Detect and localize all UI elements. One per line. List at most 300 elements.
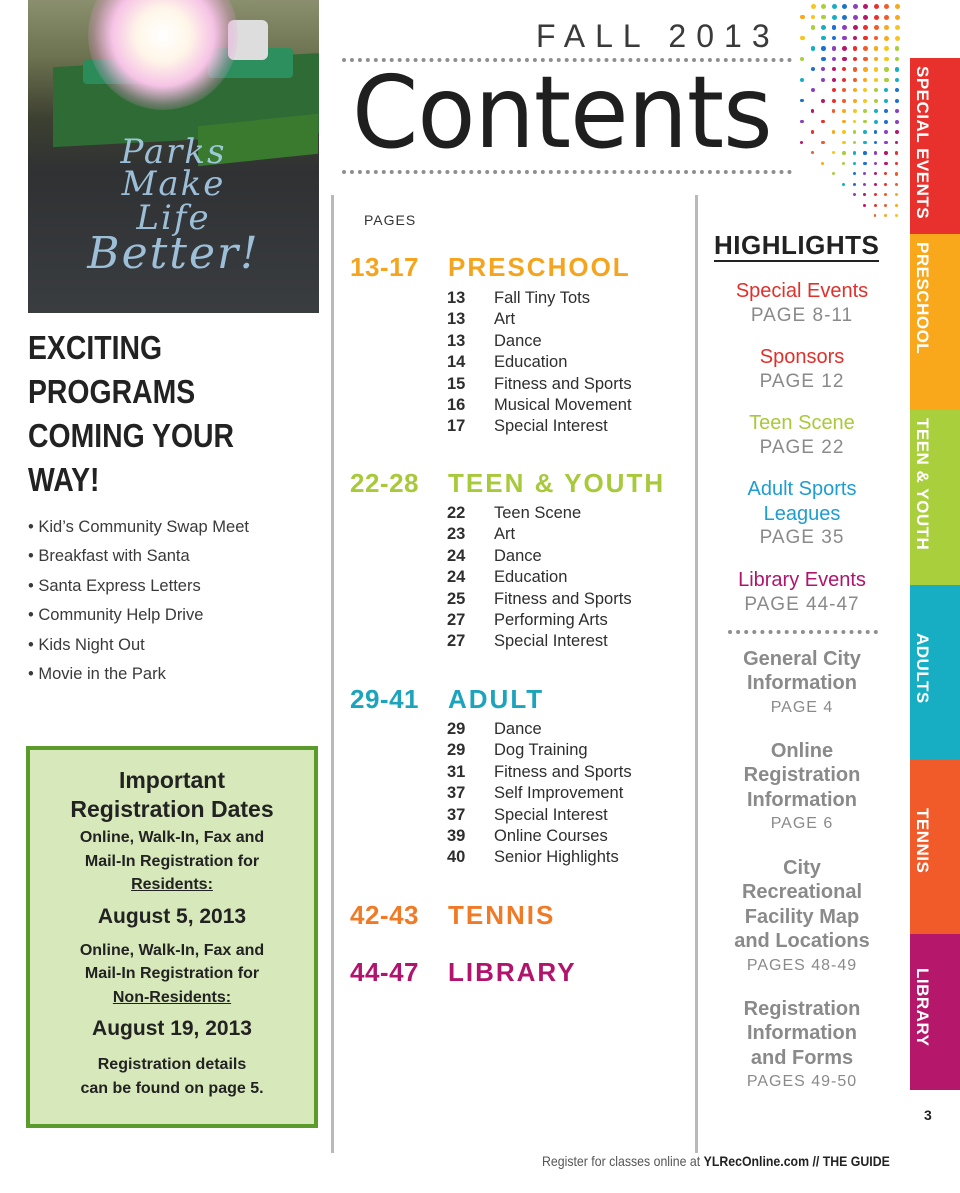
decorative-dot [895, 162, 899, 166]
toc-section-adult [350, 684, 544, 715]
info-label: Registration [743, 764, 861, 787]
decorative-dot [811, 15, 816, 20]
toc-item [447, 352, 632, 373]
toc-label: Senior Highlights [494, 848, 619, 867]
reg-residents-label: Residents: [131, 876, 213, 893]
decorative-dot [874, 57, 879, 62]
decorative-dot [895, 130, 899, 134]
toc-page: 23 [447, 525, 466, 544]
reg-text: can be found on page 5. [80, 1079, 264, 1097]
decorative-dot [832, 172, 835, 175]
footer-url-link[interactable]: YLRecOnline.com [703, 1153, 810, 1169]
highlight-special-events [702, 279, 902, 328]
decorative-dot [895, 193, 898, 196]
decorative-dot [884, 25, 889, 30]
toc-page: 37 [447, 805, 466, 824]
highlight-label: Library Events [738, 569, 866, 591]
decorative-dot [884, 15, 889, 20]
decorative-dot [895, 4, 900, 9]
pages-column-label: PAGES [364, 212, 417, 228]
tab-tennis[interactable] [910, 760, 960, 934]
decorative-dot [863, 36, 868, 41]
decorative-dot [874, 120, 878, 124]
section-range: 42-43 [350, 900, 419, 930]
headline-line: EXCITING [28, 329, 163, 366]
toc-label: Self Improvement [494, 784, 624, 803]
decorative-dot [895, 183, 898, 186]
cover-photo [28, 0, 319, 313]
toc-section-teen-youth [350, 468, 665, 499]
info-registration-forms [702, 997, 902, 1094]
highlight-page: PAGE 12 [759, 370, 845, 392]
decorative-dot [863, 172, 866, 175]
reg-text: Mail-In Registration for [84, 852, 260, 870]
section-range: 29-41 [350, 684, 419, 714]
decorative-dot [853, 15, 858, 20]
reg-resident-date: August 5, 2013 [97, 904, 247, 928]
toc-label: Fitness and Sports [494, 374, 632, 393]
tab-special-events[interactable] [910, 58, 960, 234]
info-label: Information [747, 788, 857, 811]
reg-title [30, 766, 314, 824]
decorative-dot [853, 67, 858, 72]
toc-items-adult [447, 719, 632, 869]
reg-nonresident-date: August 19, 2013 [92, 1017, 252, 1040]
decorative-dot [874, 193, 877, 196]
decorative-dot [853, 25, 858, 30]
decorative-dot [832, 57, 837, 62]
decorative-dot [895, 99, 899, 103]
highlight-page: PAGE 44-47 [744, 593, 860, 615]
decorative-dot [842, 130, 846, 134]
decorative-dot [895, 25, 900, 30]
exciting-programs-headline [28, 326, 277, 502]
tab-adults[interactable] [910, 585, 960, 760]
toc-page: 37 [447, 784, 466, 803]
decorative-dot [863, 15, 868, 20]
decorative-dot [821, 57, 826, 62]
reg-title-line: Registration Dates [70, 796, 274, 822]
decorative-dot [853, 88, 857, 92]
decorative-dot [874, 162, 878, 166]
decorative-dot [853, 183, 856, 186]
toc-section-preschool [350, 252, 631, 283]
decorative-dot [863, 25, 868, 30]
toc-page: 29 [447, 741, 466, 760]
toc-item [447, 395, 632, 416]
toc-label: Fitness and Sports [494, 762, 632, 781]
decorative-dot [800, 141, 803, 144]
toc-section-library [350, 957, 577, 988]
decorative-dot [895, 36, 900, 41]
decorative-dot [821, 141, 825, 145]
decorative-dot [832, 67, 836, 71]
dotted-rule [728, 630, 878, 634]
decorative-dot [895, 172, 899, 176]
decorative-dot [842, 25, 847, 30]
reg-text: Mail-In Registration for [84, 965, 260, 982]
toc-page: 27 [447, 610, 466, 629]
decorative-dot [811, 46, 816, 51]
decorative-dot [853, 130, 857, 134]
highlight-library-events [702, 568, 902, 617]
decorative-dot [821, 120, 825, 124]
toc-page: 14 [447, 353, 466, 372]
highlight-label: Special Events [735, 280, 869, 302]
decorative-dot [811, 4, 816, 9]
info-label: Information [747, 672, 857, 695]
decorative-dot [895, 67, 900, 72]
decorative-dot [842, 151, 846, 155]
decorative-dot [884, 120, 888, 124]
decorative-dot [842, 36, 847, 41]
toc-page: 13 [447, 310, 466, 329]
info-general-city [702, 647, 902, 720]
section-name: LIBRARY [448, 957, 577, 987]
decorative-dot [884, 151, 888, 155]
toc-page: 24 [447, 568, 466, 587]
list-item: • Movie in the Park [28, 664, 166, 683]
section-range: 13-17 [350, 252, 419, 282]
column-divider [695, 195, 698, 1153]
info-label: City [783, 857, 821, 879]
decorative-dot [884, 204, 887, 207]
decorative-dot [811, 151, 814, 154]
tab-label: TEEN & YOUTH [913, 418, 932, 551]
reg-text: Online, Walk-In, Fax and [79, 941, 265, 959]
info-label: and Locations [734, 930, 870, 953]
decorative-dot [853, 46, 858, 51]
footer [542, 1153, 890, 1169]
tab-library[interactable] [910, 934, 960, 1090]
toc-section-tennis [350, 900, 555, 931]
decorative-dot [874, 141, 878, 145]
decorative-dot [800, 120, 804, 124]
decorative-dot [863, 99, 867, 103]
program-list [28, 515, 249, 691]
decorative-dot [874, 151, 878, 155]
decorative-dot [811, 25, 816, 30]
decorative-dot [811, 109, 815, 113]
toc-item [447, 331, 632, 352]
toc-items-teen-youth [447, 503, 632, 653]
toc-label: Education [494, 568, 568, 587]
toc-item [447, 826, 632, 847]
decorative-dot [842, 109, 846, 113]
toc-label: Special Interest [494, 417, 608, 436]
toc-item [447, 288, 632, 309]
decorative-dot [842, 183, 845, 186]
decorative-dot [863, 162, 867, 166]
decorative-dot [832, 151, 835, 154]
toc-label: Education [494, 353, 568, 372]
chalk-text: Better! [87, 228, 260, 279]
chalk-text: Life [136, 198, 211, 238]
decorative-dot [853, 172, 856, 175]
decorative-dot [884, 162, 888, 166]
decorative-dot [874, 109, 878, 113]
section-name: TEEN & YOUTH [448, 468, 666, 498]
reg-title-line: Important [118, 767, 226, 793]
toc-item [447, 589, 632, 610]
section-range: 44-47 [350, 957, 419, 987]
decorative-dot [821, 78, 825, 82]
decorative-dot [853, 162, 856, 165]
decorative-dot [884, 4, 889, 9]
decorative-dot [895, 214, 898, 217]
decorative-dot [863, 46, 868, 51]
decorative-dot [874, 36, 879, 41]
decorative-dot [884, 36, 889, 41]
toc-page: 15 [447, 374, 466, 393]
info-label: Information [747, 1022, 857, 1045]
decorative-dot [832, 99, 836, 103]
decorative-dot [842, 120, 846, 124]
decorative-dot [842, 15, 847, 20]
toc-label: Art [494, 310, 516, 329]
decorative-dot [863, 183, 866, 186]
decorative-dot [842, 99, 846, 103]
decorative-dot [800, 36, 805, 41]
toc-item [447, 805, 632, 826]
decorative-dot [863, 78, 867, 82]
decorative-dot [842, 78, 846, 82]
toc-label: Teen Scene [494, 504, 582, 522]
toc-page: 39 [447, 826, 466, 845]
toc-page: 40 [447, 848, 466, 867]
decorative-dot [853, 57, 858, 62]
decorative-dot [884, 130, 888, 134]
toc-page: 31 [447, 762, 466, 781]
toc-item [447, 783, 632, 804]
info-page: PAGE 4 [770, 698, 834, 716]
decorative-dot [832, 4, 837, 9]
decorative-dot [800, 99, 804, 103]
decorative-dot [800, 15, 805, 20]
decorative-dot [863, 130, 867, 134]
decorative-dot [821, 67, 825, 71]
toc-item [447, 847, 632, 868]
decorative-dot [884, 109, 888, 113]
column-divider [331, 195, 334, 1153]
info-facility-map [702, 856, 902, 978]
season-label: FALL 2013 [536, 18, 780, 54]
decorative-dot [884, 183, 887, 186]
decorative-dot [884, 46, 889, 51]
toc-label: Dance [494, 331, 542, 350]
toc-label: Dog Training [494, 741, 588, 760]
tab-label: SPECIAL EVENTS [913, 66, 932, 220]
decorative-dot [832, 78, 836, 82]
highlight-label: Adult Sports [747, 478, 857, 500]
toc-page: 27 [447, 632, 466, 651]
reg-text: Online, Walk-In, Fax and [79, 829, 265, 846]
decorative-dot [800, 78, 804, 82]
decorative-dot [853, 36, 858, 41]
toc-label: Dance [494, 720, 542, 738]
highlight-page: PAGE 35 [759, 527, 845, 548]
decorative-dot [863, 141, 867, 145]
info-online-registration [702, 739, 902, 836]
decorative-dot [821, 99, 825, 103]
decorative-dot [884, 141, 888, 145]
decorative-dot [832, 25, 837, 30]
decorative-dot [863, 204, 866, 207]
toc-item [447, 762, 632, 783]
decorative-dot [853, 120, 857, 124]
decorative-dot [832, 15, 837, 20]
toc-label: Fitness and Sports [494, 589, 632, 608]
chalk-text: Parks [120, 132, 227, 172]
decorative-dot [821, 36, 826, 41]
decorative-dot [884, 99, 888, 103]
decorative-dot [884, 67, 889, 72]
toc-label: Art [494, 525, 516, 544]
info-label: Recreational [741, 881, 863, 904]
toc-page: 22 [447, 504, 466, 522]
toc-item [447, 524, 632, 545]
decorative-dot [863, 88, 867, 92]
list-item: • Breakfast with Santa [28, 547, 190, 566]
list-item: • Community Help Drive [28, 606, 204, 625]
list-item: • Kid’s Community Swap Meet [28, 518, 249, 536]
info-label: Registration [743, 998, 861, 1020]
decorative-dot [874, 25, 879, 30]
footer-text: Register for classes online at [542, 1153, 704, 1169]
decorative-dot [853, 151, 857, 155]
decorative-dot [863, 120, 867, 124]
decorative-dot [853, 4, 858, 9]
info-label: and Forms [750, 1046, 854, 1069]
toc-items-preschool [447, 288, 632, 438]
decorative-dot [842, 162, 845, 165]
toc-label: Special Interest [494, 805, 608, 824]
toc-page: 24 [447, 546, 466, 565]
toc-page: 25 [447, 589, 466, 608]
toc-page: 17 [447, 417, 466, 436]
decorative-dot [874, 99, 878, 103]
section-range: 22-28 [350, 468, 419, 498]
tab-label: ADULTS [913, 633, 932, 704]
toc-label: Fall Tiny Tots [494, 289, 590, 307]
dotted-rule [342, 170, 792, 174]
decorative-dot [811, 88, 815, 92]
decorative-dot [884, 88, 888, 92]
reg-nonresidents-label: Non-Residents: [112, 988, 232, 1006]
reg-text: Registration details [97, 1056, 247, 1073]
decorative-dot [853, 78, 857, 82]
tab-label: PRESCHOOL [913, 242, 932, 355]
decorative-dot [832, 36, 837, 41]
decorative-dot [874, 88, 878, 92]
highlight-label: Sponsors [759, 346, 845, 368]
list-item: • Santa Express Letters [28, 576, 201, 595]
decorative-dot [874, 214, 877, 217]
highlight-sponsors [702, 345, 902, 394]
toc-item [447, 567, 632, 588]
decorative-dot [874, 130, 878, 134]
headline-line: COMING YOUR [28, 417, 235, 454]
decorative-dot [832, 46, 837, 51]
decorative-dot [895, 109, 899, 113]
decorative-dot [821, 15, 826, 20]
decorative-dot [895, 57, 900, 62]
tab-label: LIBRARY [913, 968, 932, 1047]
decorative-dot [874, 183, 877, 186]
toc-label: Performing Arts [494, 610, 608, 629]
tab-teen-youth[interactable] [910, 410, 960, 585]
toc-item [447, 610, 632, 631]
decorative-dot [863, 151, 867, 155]
decorative-dot [863, 4, 868, 9]
toc-label: Special Interest [494, 632, 608, 651]
toc-label: Dance [494, 546, 542, 565]
decorative-dot [832, 88, 836, 92]
decorative-dot [821, 162, 824, 165]
highlight-adult-sports [702, 477, 902, 550]
toc-page: 13 [447, 331, 466, 350]
decorative-dot [874, 46, 879, 51]
decorative-dot [853, 193, 856, 196]
toc-item [447, 719, 632, 740]
tab-label: TENNIS [913, 808, 932, 874]
decorative-dot [863, 67, 868, 72]
decorative-dot [874, 67, 879, 72]
decorative-dot [895, 151, 899, 155]
decorative-dot [884, 172, 887, 175]
info-page: PAGES 49-50 [746, 1073, 858, 1091]
toc-item [447, 740, 632, 761]
decorative-dot [895, 141, 899, 145]
decorative-dot [884, 193, 887, 196]
registration-dates-box [26, 746, 318, 1128]
page-title: Contents [352, 54, 772, 171]
highlight-label: Teen Scene [749, 412, 855, 434]
page-number: 3 [924, 1107, 932, 1123]
decorative-dot [811, 67, 815, 71]
toc-page: 13 [447, 289, 466, 307]
decorative-dot [832, 109, 836, 113]
info-page: PAGE 6 [770, 815, 834, 833]
highlight-teen-scene [702, 411, 902, 460]
decorative-dot [895, 88, 899, 92]
decorative-dot [853, 141, 857, 145]
decorative-dot [821, 25, 826, 30]
decorative-dot [895, 46, 900, 51]
highlights-title: HIGHLIGHTS [714, 230, 880, 260]
list-item: • Kids Night Out [28, 635, 145, 654]
decorative-dot [863, 57, 868, 62]
decorative-dot [895, 78, 900, 83]
toc-page: 29 [447, 720, 466, 738]
decorative-dot [811, 130, 815, 134]
decorative-dot [842, 67, 846, 71]
toc-item [447, 309, 632, 330]
decorative-dot [842, 141, 846, 145]
toc-item [447, 416, 632, 437]
decorative-dot [821, 46, 826, 51]
tab-preschool[interactable] [910, 234, 960, 410]
headline-line: PROGRAMS [28, 373, 196, 410]
decorative-dot [853, 109, 857, 113]
decorative-dot [842, 57, 847, 62]
toc-label: Online Courses [494, 826, 608, 845]
section-name: TENNIS [448, 900, 556, 930]
decorative-dot [895, 120, 899, 124]
decorative-dot [842, 46, 847, 51]
section-name: ADULT [448, 684, 545, 714]
info-label: General City [743, 648, 861, 670]
